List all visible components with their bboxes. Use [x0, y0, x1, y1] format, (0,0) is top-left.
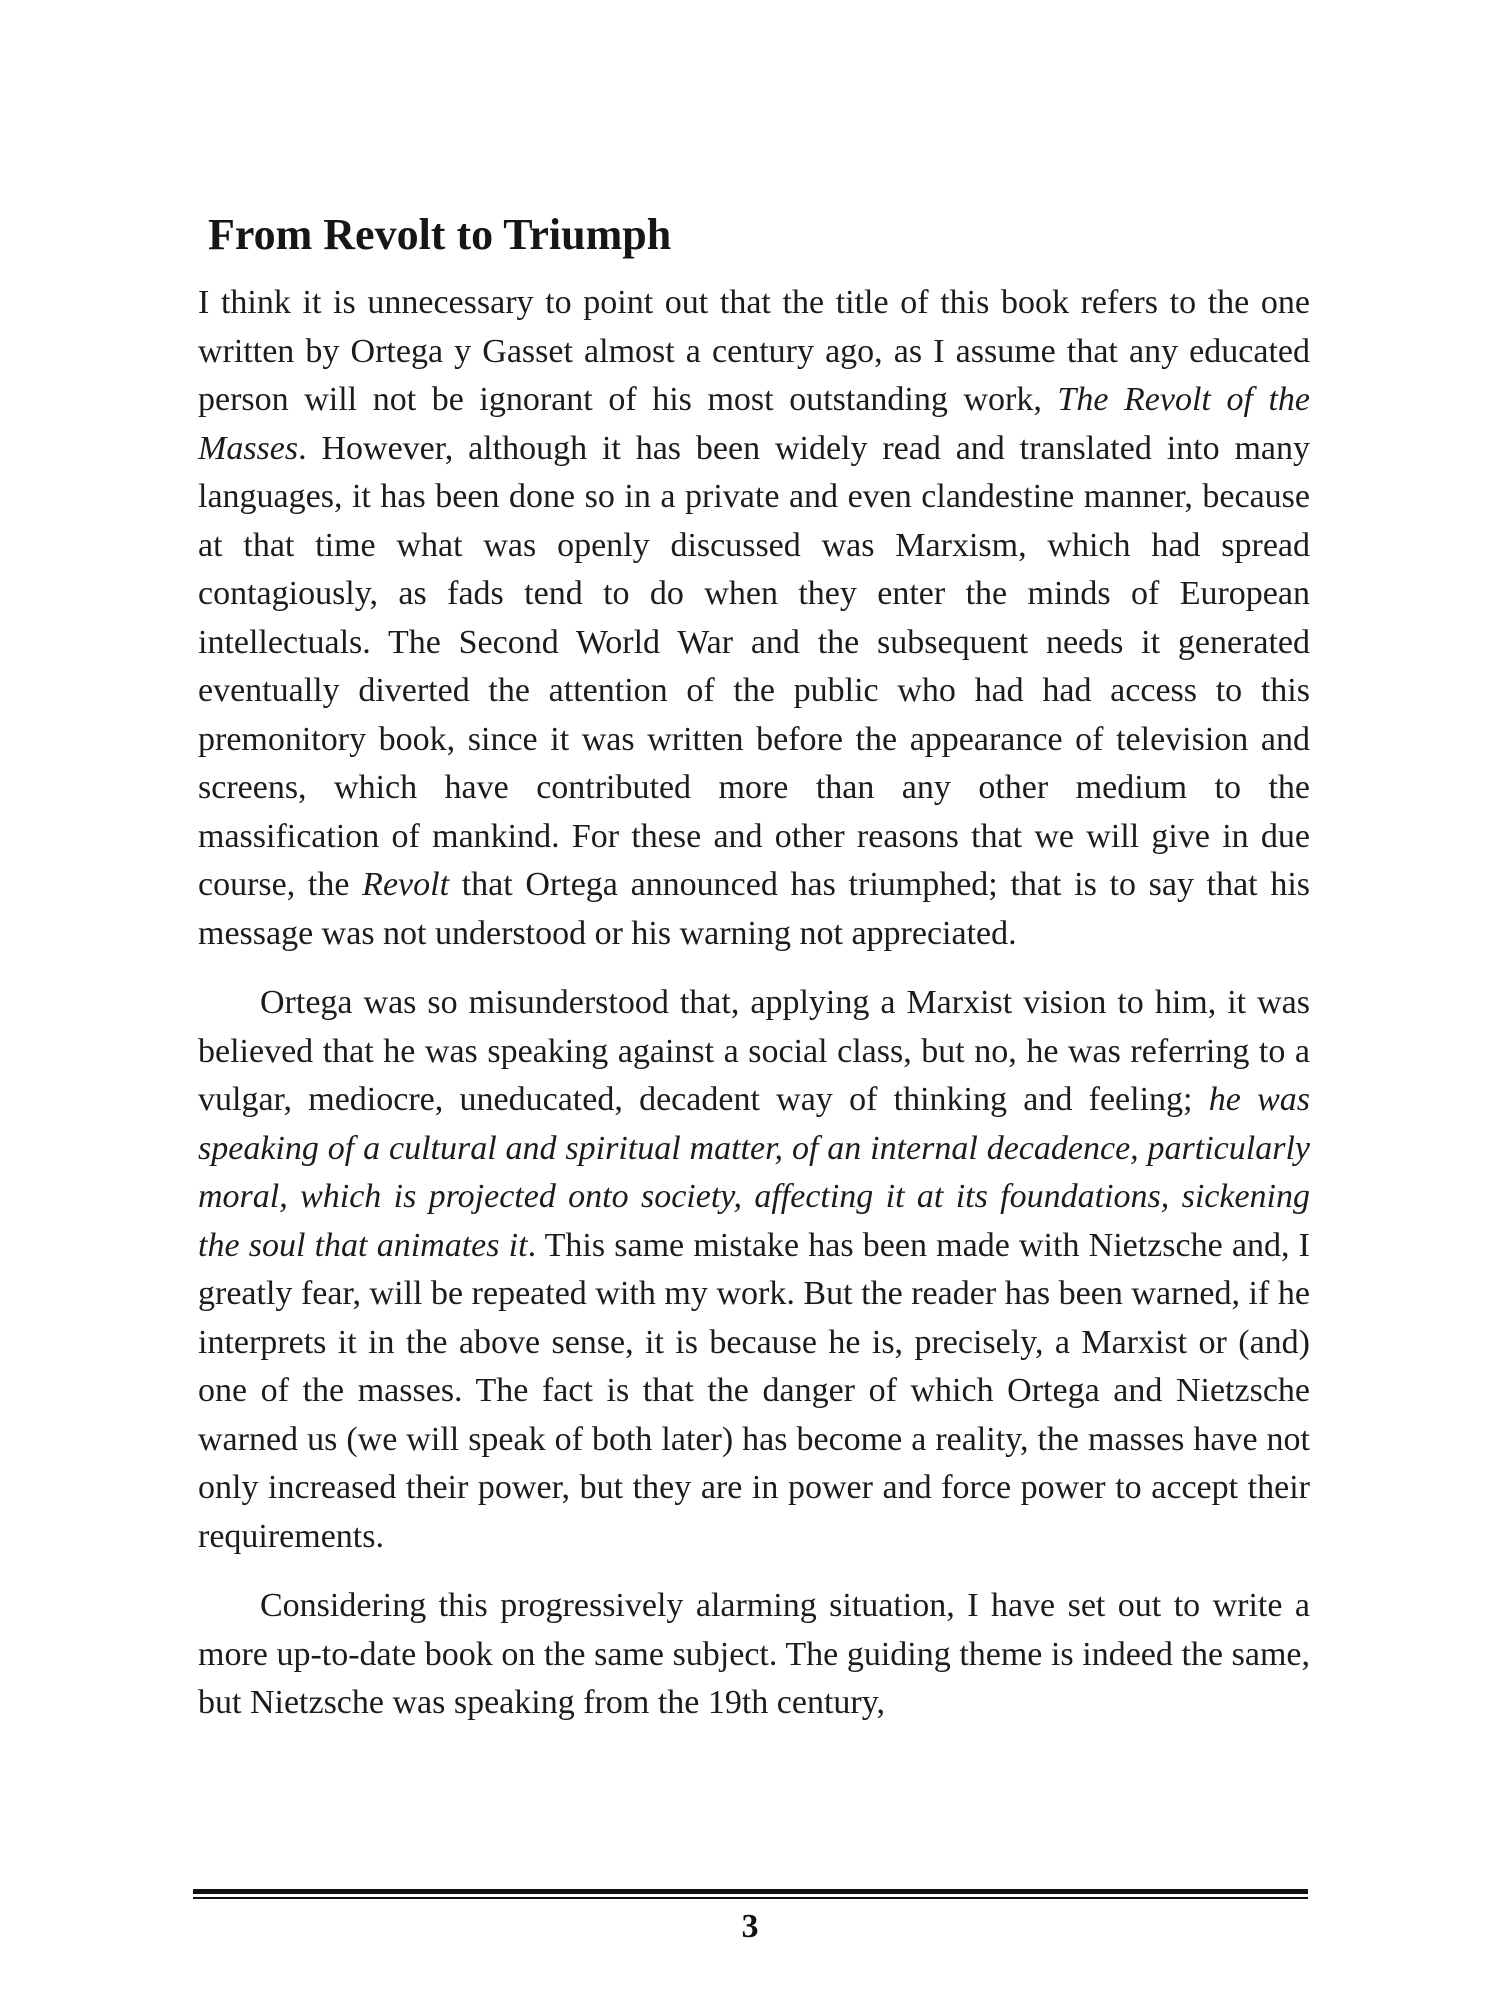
page-number: 3: [741, 1908, 759, 1945]
footer-rule: [193, 1889, 1308, 1899]
paragraph-1: [198, 279, 1310, 958]
paragraph-2: [198, 979, 1310, 1561]
paragraph-text: that Ortega announced has triumphed; that is to say that his message was not understood or his warning not appreciated.: [198, 866, 1311, 952]
paragraph-text: I think it is unnecessary to point out that the title of this book refers to the one written by Ortega y Gasset almost a century ago, as I assume that any educated person will not be ignorant of his most outstanding work,: [198, 284, 1310, 418]
page-body: [198, 205, 1310, 1728]
revolt-italic: Revolt: [362, 866, 450, 903]
book-title-italic: The Revolt of the Masses: [198, 381, 1311, 467]
emphasis-italic: he was speaking of a cultural and spiritual matter, of an internal decadence, particularly moral, which is projected onto society, affecting it at its foundations, sickening the soul that animates it: [198, 1081, 1310, 1264]
paragraph-3: [198, 1582, 1310, 1728]
footer-rule-thin: [193, 1897, 1308, 1899]
paragraph-text: Ortega was so misunderstood that, applying a Marxist vision to him, it was believed that he was speaking against a social class, but no, he was referring to a vulgar, mediocre, uneducated, decadent way of thinking and feeling;: [198, 984, 1310, 1118]
section-heading: From Revolt to Triumph: [208, 210, 672, 259]
paragraph-text: . This same mistake has been made with Nietzsche and, I greatly fear, will be repeated with my work. But the reader has been warned, if he interprets it in the above sense, it is because he is, precisely, a Marxist or (and) one of the masses. The fact is that the danger of which Ortega and Nietzsche warned us (we will speak of both later) has become a reality, the masses have not only increased their power, but they are in power and force power to accept their requirements.: [198, 1226, 1310, 1555]
paragraph-text: . However, although it has been widely read and translated into many languages, it has been done so in a private and even clandestine manner, because at that time what was openly discussed was Marxism, which had spread contagiously, as fads tend to do when they enter the minds of European intellectuals. The Second World War and the subsequent needs it generated eventually diverted the attention of the public who had had access to this premonitory book, since it was written before the appearance of television and screens, which have contributed more than any other medium to the massification of mankind. For these and other reasons that we will give in due course, the: [198, 429, 1310, 903]
paragraph-text: Considering this progressively alarming situation, I have set out to write a more up-to-date book on the same subject. The guiding theme is indeed the same, but Nietzsche was speaking from the 19th century,: [198, 1587, 1310, 1721]
